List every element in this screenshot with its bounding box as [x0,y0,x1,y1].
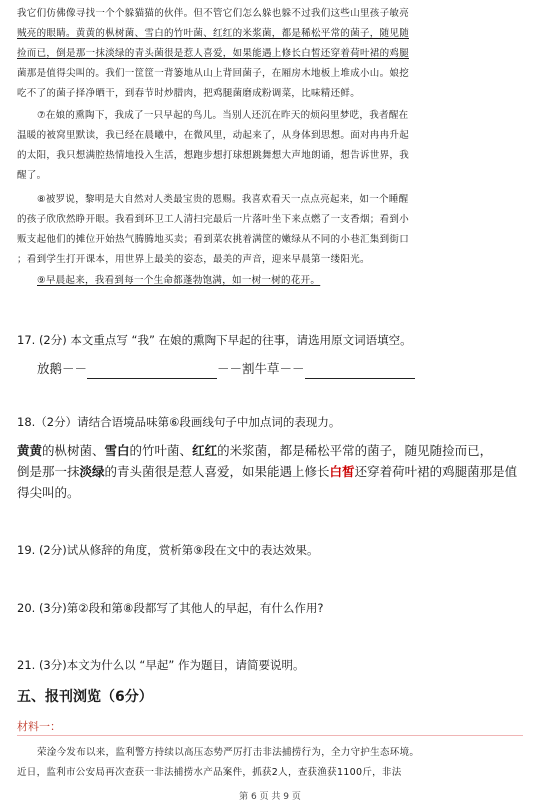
dotted-word: 淡绿 [79,464,105,479]
question-20: 20. (3分)第②段和第⑧段都写了其他人的早起，有什么作用? [17,601,324,615]
question-19: 19. (2分)试从修辞的角度，赏析第⑨段在文中的表达效果。 [17,543,319,557]
passage-paragraph-9: ⑨早晨起来，我看到每一个生命都蓬勃饱满，如一树一树的花开。 [37,275,321,286]
underlined-line: 捡而已，倒是那一抹淡绿的青头菌很是惹人喜爱，如果能遇上修长白皙还穿着荷叶裙的鸡腿 [17,48,410,59]
seq-start: 放鹅－－ [37,361,88,376]
dotted-word: 白皙 [329,464,355,479]
text-line: 醒了。 [17,170,47,181]
underlined-line: 贼亮的眼睛。黄黄的枞树菌、雪白的竹叶菌、红红的米浆菌，都是稀松平常的菌子，随见随 [17,28,410,39]
quote-text: 的青头菌很是惹人喜爱，如果能遇上修长 [104,464,330,479]
text-line: 贩支起他们的摊位开始热气腾腾地买卖；看到菜农挑着满筐的嫩绿从不同的小巷汇集到街口 [17,234,410,245]
text-line: 温暖的被窝里默读，我已经在晨曦中，在微风里，动起来了，从身体到思想。面对冉冉升起 [17,130,410,141]
passage-paragraph-8-cont [17,210,523,270]
dotted-word: 雪白 [104,443,130,458]
quote-text: 的米浆菌，都是稀松平常的菌子，随见随捡而已， [217,443,493,458]
text-line: 的孩子欣欣然睁开眼。我看到环卫工人清扫完最后一片落叶坐下来点燃了一支香烟；看到小 [17,214,410,225]
question-17: 17. (2分) 本文重点写 “我” 在娘的熏陶下早起的往事，请选用原文词语填空。 [17,333,412,347]
text-line: 菌那是值得尖叫的。我们一筐筐一背篓地从山上背回菌子，在厢房木地板上堆成小山。娘挖 [17,68,410,79]
answer-blank-2[interactable] [305,366,415,379]
question-21: 21. (3分)本文为什么以 “早起” 作为题目，请简要说明。 [17,658,305,672]
passage-paragraph-8 [17,190,523,210]
quote-line-2 [17,461,523,482]
page-number: 第 6 页 共 9 页 [239,792,301,802]
seq-mid: －－割牛草－－ [217,361,305,376]
dotted-word: 红红 [192,443,218,458]
question-18: 18.（2分）请结合语境品味第⑥段画线句子中加点词的表现力。 [17,415,341,429]
material-text-line-2: 近日，监利市公安局再次查获一非法捕捞水产品案件，抓获2人，查获渔获1100斤，非法 [17,767,402,778]
material-label: 材料一： [17,720,61,733]
passage-paragraph-7 [17,106,523,126]
divider [17,735,523,736]
quote-line-1 [17,440,523,461]
text-line: 的太阳，我只想满腔热情地投入生活，想跑步想打球想跳舞想大声地朗诵，想告诉世界，我 [17,150,410,161]
text-line: ；看到学生打开课本，用世界上最美的姿态，最美的声音，迎来早晨第一缕阳光。 [17,254,370,265]
answer-blank-1[interactable] [87,366,217,379]
quote-text: 倒是那一抹 [17,464,80,479]
passage-paragraph-6 [17,4,523,104]
passage-paragraph-7-cont [17,126,523,186]
text-line: 我它们仿佛像寻找一个个躲猫猫的伙伴。但不管它们怎么躲也躲不过我们这些山里孩子敏亮 [17,8,410,19]
text-line: ⑧被罗说，黎明是大自然对人类最宝贵的恩赐。我喜欢看天一点点亮起来，如一个睡醒 [37,194,409,205]
quote-text: 还穿着荷叶裙的鸡腿菌那是值 [354,464,518,479]
quote-text: 的竹叶菌、 [129,443,193,458]
text-line: 吃不了的菌子择净晒干，到春节时炒腊肉，把鸡腿菌磨成粉调菜，比味精还鲜。 [17,88,361,99]
question-18-quote [17,440,523,503]
text-line: ⑦在娘的熏陶下，我成了一只早起的鸟儿。当别人还沉在昨天的烦闷里梦呓，我者醒在 [37,110,409,121]
question-17-sequence [37,358,415,379]
dotted-word: 黄黄 [17,443,43,458]
quote-text: 的枞树菌、 [42,443,105,458]
section-title: 五、报刊浏览（6分） [17,689,153,705]
quote-line-3: 得尖叫的。 [17,485,80,500]
material-text-line-1: 荣淦今发布以来，监利警方持续以高压态势严厉打击非法捕捞行为，全力守护生态环境。 [37,747,420,758]
